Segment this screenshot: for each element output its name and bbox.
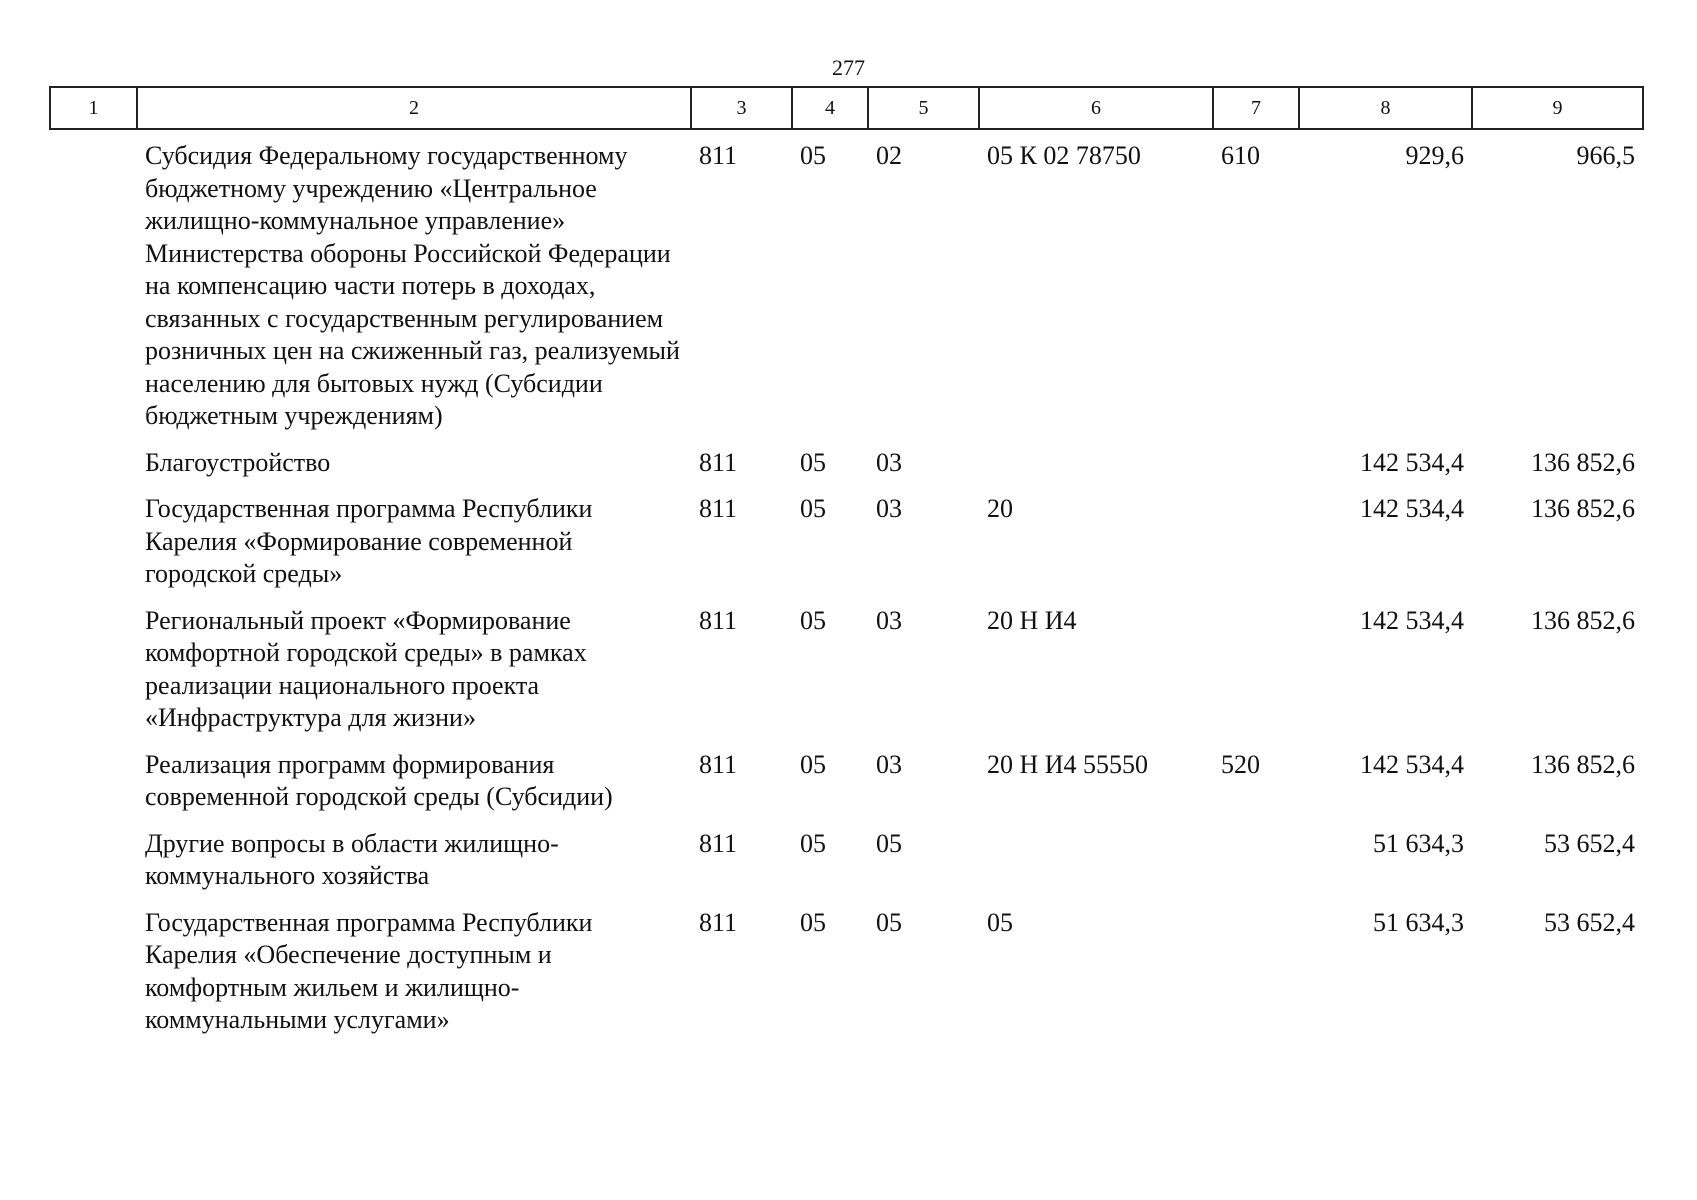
item-name: Другие вопросы в области жилищно-коммунального хозяйства	[145, 828, 559, 890]
ved-code: 811	[699, 447, 738, 477]
section-code: 05	[800, 907, 826, 937]
section-code: 05	[800, 605, 826, 635]
ved-code: 811	[699, 605, 738, 635]
section-code: 05	[800, 749, 826, 779]
target-article-code	[979, 814, 1213, 893]
ved-code: 811	[699, 907, 738, 937]
item-name: Государственная программа Республики Карелия «Формирование современной городской среды»	[145, 494, 593, 588]
row-number-cell	[50, 893, 137, 1037]
item-name: Благоустройство	[145, 447, 331, 477]
ved-code: 811	[699, 494, 738, 523]
page-number: 277	[832, 55, 865, 80]
item-name: Региональный проект «Формирование комфортной городской среды» в рамках реализации национального проекта «Инфраструктура для жизни»	[145, 605, 587, 732]
amount-year-1: 142 534,4	[1360, 605, 1464, 635]
table-row	[50, 591, 1643, 735]
item-name: Реализация программ формирования современной городской среды (Субсидии)	[145, 749, 613, 811]
subsection-code: 05	[876, 907, 902, 937]
expense-type-code	[1213, 479, 1299, 591]
column-header-9: 9	[1472, 87, 1643, 129]
amount-year-2: 53 652,4	[1544, 828, 1635, 858]
subsection-code: 03	[876, 494, 902, 523]
amount-year-2: 966,5	[1576, 141, 1635, 170]
header-row	[50, 87, 1643, 129]
table-row	[50, 735, 1643, 814]
amount-year-2: 136 852,6	[1531, 605, 1635, 635]
table-header	[50, 87, 1643, 129]
target-article-code: 20 Н И4 55550	[987, 749, 1149, 779]
amount-year-2: 136 852,6	[1531, 447, 1635, 477]
column-header-1: 1	[50, 87, 137, 129]
amount-year-1: 929,6	[1405, 141, 1464, 170]
table-row	[50, 129, 1643, 433]
subsection-code: 03	[876, 447, 902, 477]
table-row	[50, 479, 1643, 591]
target-article-code: 05	[987, 907, 1013, 937]
row-number-cell	[50, 479, 137, 591]
section-code: 05	[800, 447, 826, 477]
budget-table	[49, 86, 1644, 1037]
column-header-4: 4	[792, 87, 868, 129]
expense-type-code: 520	[1221, 749, 1260, 779]
target-article-code: 20 Н И4	[987, 605, 1077, 635]
amount-year-1: 142 534,4	[1360, 494, 1464, 523]
amount-year-2: 136 852,6	[1531, 749, 1635, 779]
amount-year-1: 51 634,3	[1373, 907, 1464, 937]
amount-year-1: 142 534,4	[1360, 749, 1464, 779]
column-header-2: 2	[137, 87, 691, 129]
item-name: Государственная программа Республики Карелия «Обеспечение доступным и комфортным жильем и жилищно-коммунальными услугами»	[145, 907, 593, 1034]
target-article-code: 20	[987, 494, 1013, 523]
expense-type-code	[1213, 433, 1299, 480]
expense-type-code	[1213, 893, 1299, 1037]
column-header-7: 7	[1213, 87, 1299, 129]
table-row	[50, 433, 1643, 480]
section-code: 05	[800, 828, 826, 858]
row-number-cell	[50, 433, 137, 480]
column-header-6: 6	[979, 87, 1213, 129]
amount-year-1: 51 634,3	[1373, 828, 1464, 858]
target-article-code	[979, 433, 1213, 480]
amount-year-1: 142 534,4	[1360, 447, 1464, 477]
table-row	[50, 814, 1643, 893]
section-code: 05	[800, 494, 826, 523]
subsection-code: 05	[876, 828, 902, 858]
column-header-8: 8	[1299, 87, 1472, 129]
target-article-code: 05 К 02 78750	[987, 141, 1141, 170]
expense-type-code: 610	[1221, 141, 1260, 170]
item-name: Субсидия Федеральному государственному бюджетному учреждению «Центральное жилищно-коммунальное управление» Министерства обороны Российской Федерации на компенсацию части потерь в доходах, связанных с государственным регулированием розничных цен на сжиженный газ, реализуемый населению для бытовых нужд (Субсидии бюджетным учреждениям)	[145, 141, 680, 430]
column-header-5: 5	[868, 87, 979, 129]
subsection-code: 02	[876, 141, 902, 170]
table-row	[50, 893, 1643, 1037]
subsection-code: 03	[876, 605, 902, 635]
row-number-cell	[50, 129, 137, 433]
amount-year-2: 53 652,4	[1544, 907, 1635, 937]
ved-code: 811	[699, 749, 738, 779]
row-number-cell	[50, 735, 137, 814]
ved-code: 811	[699, 828, 738, 858]
subsection-code: 03	[876, 749, 902, 779]
ved-code: 811	[699, 141, 738, 170]
table-body	[50, 129, 1643, 1037]
expense-type-code	[1213, 814, 1299, 893]
amount-year-2: 136 852,6	[1531, 494, 1635, 523]
column-header-3: 3	[691, 87, 792, 129]
section-code: 05	[800, 141, 826, 170]
expense-type-code	[1213, 591, 1299, 735]
row-number-cell	[50, 591, 137, 735]
row-number-cell	[50, 814, 137, 893]
